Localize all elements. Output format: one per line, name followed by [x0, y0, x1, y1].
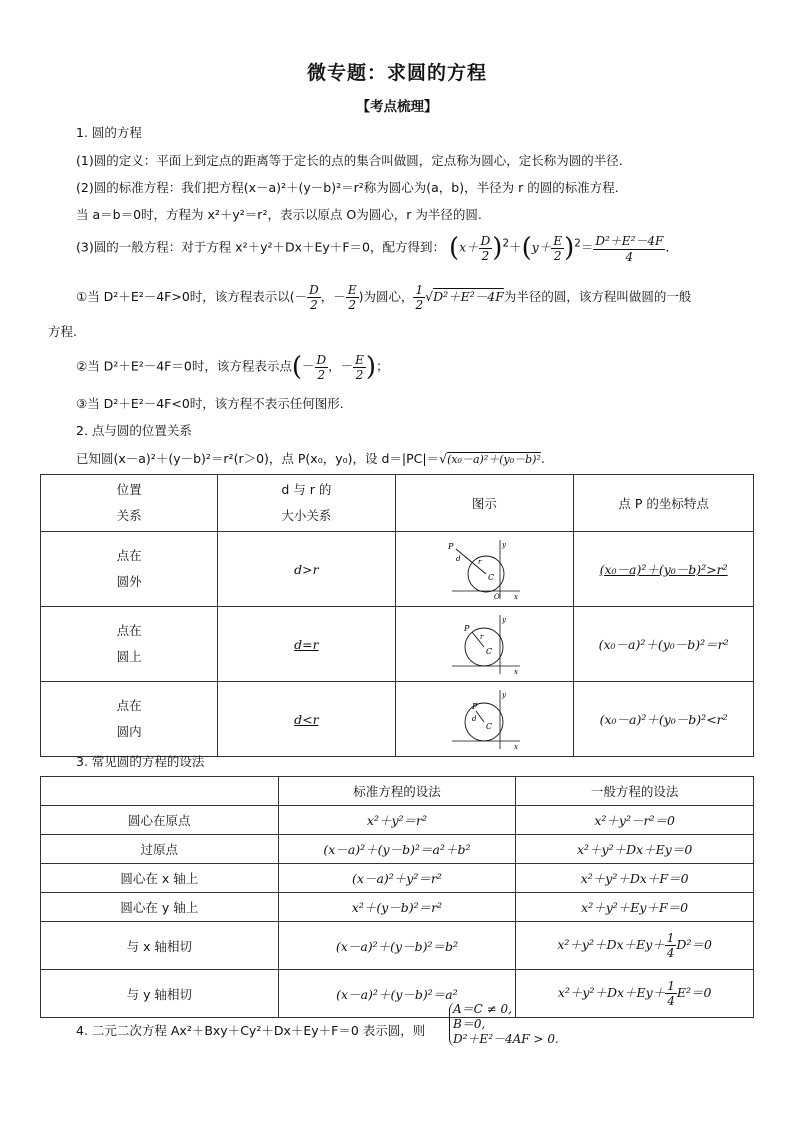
case1-continuation: 方程. — [48, 324, 77, 339]
table-row: 与 y 轴相切 (x－a)²＋(y－b)²＝a² x²＋y²＋Dx＋Ey＋ $\frac{1}{4}$ E²＝0 — [41, 970, 754, 1018]
svg-text:O: O — [494, 593, 501, 601]
svg-text:P: P — [448, 542, 454, 551]
distance-definition: 已知圆(x－a)²＋(y－b)²＝r²(r＞0)，点 P(x₀，y₀)，设 d＝|PC|＝√(x₀－a)²＋(y₀－b)². — [76, 451, 545, 466]
section4-text: 4. 二元二次方程 Ax²＋Bxy＋Cy²＋Dx＋Ey＋F＝0 表示圆，则 — [76, 1023, 426, 1038]
circle-equation-forms-table — [40, 776, 754, 1018]
svg-text:x: x — [514, 743, 519, 751]
paren-left: ( — [448, 233, 460, 263]
case3-line: ③当 D²＋E²－4F<0时，该方程不表示任何图形. — [76, 396, 344, 411]
general-equation-text: (3)圆的一般方程：对于方程 x²＋y²＋Dx＋Ey＋F＝0，配方得到： — [76, 239, 445, 255]
svg-text:y: y — [502, 616, 507, 624]
table-row: 点在 圆上 d=r P r C y x (x₀－a)²＋(y₀－b)²＝r² — [41, 607, 754, 682]
svg-text:r: r — [480, 633, 484, 641]
svg-text:C: C — [486, 722, 493, 731]
svg-text:y: y — [502, 541, 507, 549]
table-row: 与 x 轴相切 (x－a)²＋(y－b)²＝b² x²＋y²＋Dx＋Ey＋ $\frac{1}{4}$ D²＝0 — [41, 922, 754, 970]
svg-text:x: x — [514, 593, 519, 601]
general-equation-line: (3)圆的一般方程：对于方程 x²＋y²＋Dx＋Ey＋F＝0，配方得到： (x＋ $\frac{D}{2}$ )$^2$＋(y＋ $\frac{E}{2}$ )$^2$＝ $\frac{\text{D²＋E²－4F}}{4}$ . — [76, 233, 670, 264]
svg-text:r: r — [478, 558, 482, 566]
table-row: 圆心在 x 轴上 (x－a)²＋y²＝r² x²＋y²＋Dx＋F＝0 — [41, 864, 754, 893]
table-header-row: 位置 关系 d 与 r 的 大小关系 图示 点 P 的坐标特点 — [41, 475, 754, 532]
svg-text:C: C — [486, 647, 493, 656]
svg-text:P: P — [464, 624, 470, 633]
figure-outside — [395, 532, 574, 607]
section1-heading: 1. 圆的方程 — [76, 125, 142, 140]
position-relation-table — [40, 474, 754, 757]
figure-inside — [395, 682, 574, 757]
table-row: 过原点 (x－a)²＋(y－b)²＝a²＋b² x²＋y²＋Dx＋Ey＝0 — [41, 835, 754, 864]
fraction-d-over-2: $\frac{D}{2}$ — [480, 233, 491, 263]
table-row: 点在 圆外 d>r P d r C y O x (x₀－a)²＋(y₀－b)²>r² — [41, 532, 754, 607]
standard-equation-note: 当 a＝b＝0时，方程为 x²＋y²＝r²，表示以原点 O为圆心，r 为半径的圆. — [76, 207, 482, 222]
svg-text:x: x — [514, 668, 519, 676]
section2-heading: 2. 点与圆的位置关系 — [76, 423, 192, 438]
circle-definition: (1)圆的定义：平面上到定点的距离等于定长的点的集合叫做圆，定点称为圆心，定长称为圆的半径. — [76, 153, 623, 168]
table-row: 点在 圆内 d<r P d C y x (x₀－a)²＋(y₀－b)²<r² — [41, 682, 754, 757]
page-title: 微专题：求圆的方程 — [306, 62, 487, 84]
table-row: 圆心在原点 x²＋y²＝r² x²＋y²－r²＝0 — [41, 806, 754, 835]
fraction-e-over-2: $\frac{E}{2}$ — [553, 233, 563, 263]
section-subtitle: 【考点梳理】 — [356, 99, 438, 115]
standard-equation-text: (2)圆的标准方程：我们把方程(x－a)²＋(y－b)²＝r²称为圆心为(a，b)，半径为 r 的圆的标准方程. — [76, 180, 619, 195]
svg-text:d: d — [456, 555, 461, 563]
svg-text:y: y — [502, 691, 507, 699]
svg-text:P: P — [472, 702, 478, 711]
case2-line: ②当 D²＋E²－4F＝0时，该方程表示点(－ $\frac{D}{2}$ ，－ $\frac{E}{2}$ )； — [76, 352, 389, 382]
table-row: 圆心在 y 轴上 x²＋(y－b)²＝r² x²＋y²＋Ey＋F＝0 — [41, 893, 754, 922]
figure-on — [395, 607, 574, 682]
section3-heading: 3. 常见圆的方程的设法 — [76, 754, 205, 769]
table-header-row: 标准方程的设法 一般方程的设法 — [41, 777, 754, 806]
case1-line: ①当 D²＋E²－4F>0时，该方程表示以(－ $\frac{D}{2}$ ，－ $\frac{E}{2}$ )为圆心， $\frac{1}{2}$ √D²＋E²－4F为半径的圆，该方程叫做圆的一般 — [76, 283, 692, 312]
circle-conditions: A＝C ≠ 0, B＝0, D²＋E²－4AF > 0. — [449, 1002, 559, 1047]
fraction-rhs: $\frac{\text{D²＋E²－4F}}{4}$ — [595, 234, 664, 264]
svg-text:C: C — [488, 573, 495, 582]
svg-text:d: d — [472, 715, 477, 723]
